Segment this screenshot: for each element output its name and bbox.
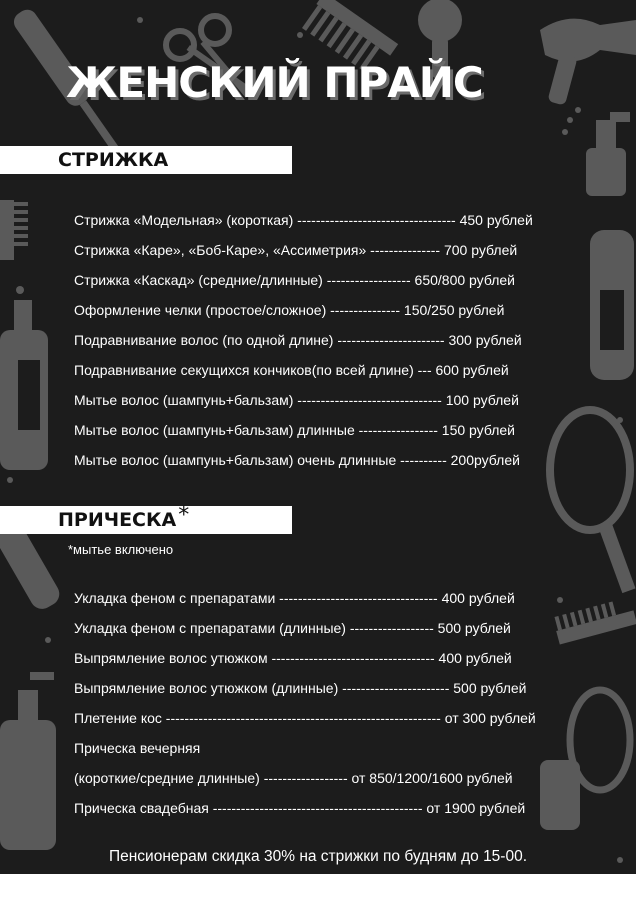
page-title: ЖЕНСКИЙ ПРАЙС — [66, 58, 483, 107]
section-title-haircut: СТРИЖКА — [58, 149, 169, 171]
price-item-hairstyle-1: Укладка феном с препаратами ---------------------------------- 400 рублей — [74, 590, 515, 606]
price-item-haircut-3: Стрижка «Каскад» (средние/длинные) ------------------ 650/800 рублей — [74, 272, 515, 288]
price-item-hairstyle-8: Прическа свадебная --------------------------------------------- от 1900 рублей — [74, 800, 526, 816]
price-item-hairstyle-3: Выпрямление волос утюжком ----------------------------------- 400 рублей — [74, 650, 512, 666]
footer-discount-note: Пенсионерам скидка 30% на стрижки по будням до 15-00. — [108, 848, 528, 865]
hand-mirror-icon — [540, 690, 630, 830]
price-item-hairstyle-7: (короткие/средние длинные) ------------------ от 850/1200/1600 рублей — [74, 770, 513, 786]
comb-icon — [553, 597, 636, 645]
price-item-haircut-1: Стрижка «Модельная» (короткая) ---------------------------------- 450 рублей — [74, 212, 533, 228]
price-item-hairstyle-5: Плетение кос ----------------------------------------------------------- от 300 рублей — [74, 710, 536, 726]
hair-dryer-icon — [540, 19, 636, 106]
price-item-haircut-6: Подравнивание секущихся кончиков(по всей длине) --- 600 рублей — [74, 362, 509, 378]
lotion-bottle-icon — [590, 230, 634, 380]
section-title-hairstyle: ПРИЧЕСКА* — [58, 503, 190, 531]
price-item-haircut-8: Мытье волос (шампунь+бальзам) длинные ----------------- 150 рублей — [74, 422, 515, 438]
price-item-haircut-4: Оформление челки (простое/сложное) --------------- 150/250 рублей — [74, 302, 505, 318]
comb-icon — [0, 200, 28, 260]
hand-mirror-icon — [550, 410, 636, 593]
price-item-hairstyle-2: Укладка феном с препаратами (длинные) ------------------ 500 рублей — [74, 620, 511, 636]
price-item-haircut-7: Мытье волос (шампунь+бальзам) ------------------------------- 100 рублей — [74, 392, 519, 408]
price-item-hairstyle-6: Прическа вечерняя — [74, 740, 201, 756]
bottom-bar — [0, 874, 636, 898]
price-item-haircut-9: Мытье волос (шампунь+бальзам) очень длинные ---------- 200рублей — [74, 452, 520, 468]
footnote-star: * — [178, 503, 190, 528]
section-header-haircut — [0, 146, 292, 174]
lotion-bottle-icon — [0, 672, 56, 850]
price-item-hairstyle-4: Выпрямление волос утюжком (длинные) ----------------------- 500 рублей — [74, 680, 527, 696]
price-item-haircut-2: Стрижка «Каре», «Боб-Каре», «Ассиметрия» --------------- 700 рублей — [74, 242, 518, 258]
lotion-bottle-icon — [0, 300, 48, 470]
price-item-haircut-5: Подравнивание волос (по одной длине) ----------------------- 300 рублей — [74, 332, 522, 348]
section-header-hairstyle — [0, 503, 292, 534]
spray-bottle-icon — [562, 107, 630, 196]
section-note: *мытье включено — [68, 542, 174, 557]
